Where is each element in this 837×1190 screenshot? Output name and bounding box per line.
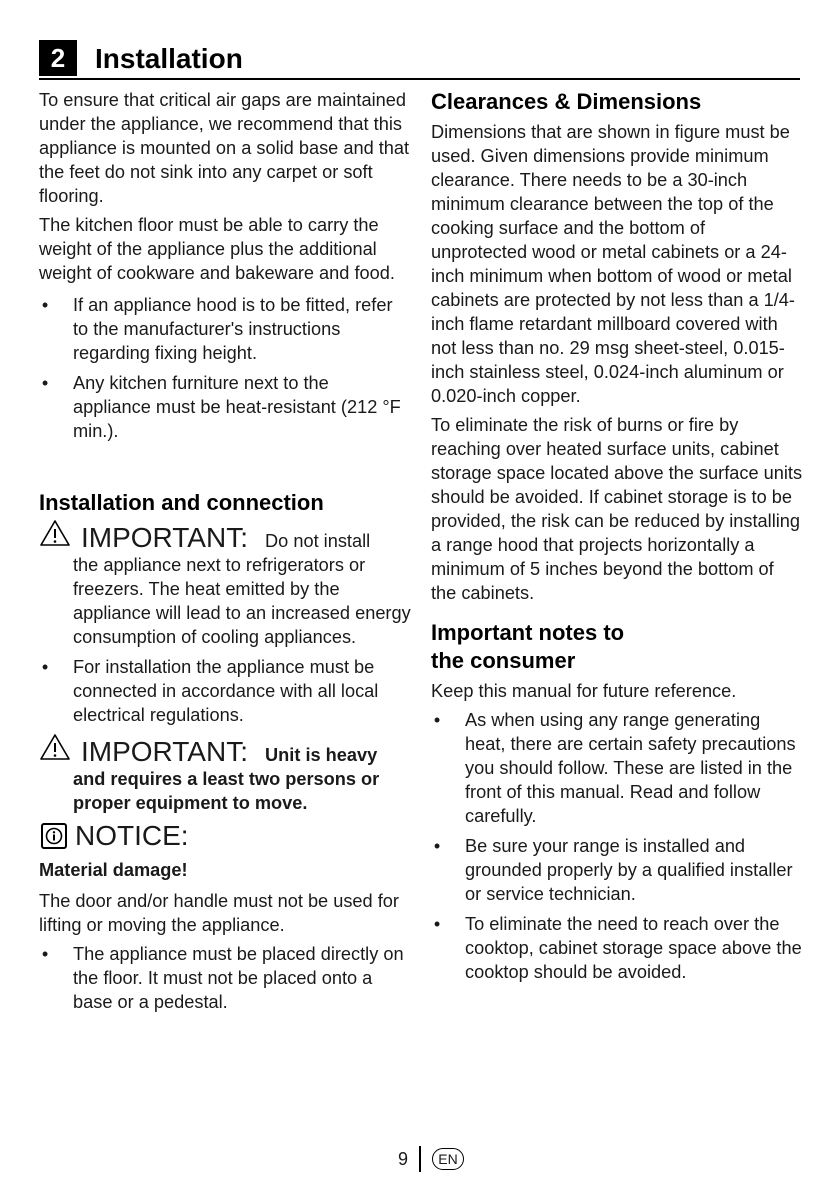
important-warning-1 xyxy=(39,519,411,553)
list-item xyxy=(39,293,411,365)
bullet-icon: • xyxy=(433,914,441,934)
warning-triangle-icon xyxy=(39,519,71,547)
right-column xyxy=(431,88,803,990)
important-label: IMPORTANT: xyxy=(81,522,248,553)
list-item xyxy=(39,371,411,443)
list-item xyxy=(431,834,803,906)
important-label: IMPORTANT: xyxy=(81,736,248,767)
list-item-text: To eliminate the need to reach over the cooktop, cabinet storage space above the cooktop should be avoided. xyxy=(465,914,802,982)
warning-triangle-icon xyxy=(39,733,71,761)
paragraph-burn-risk: To eliminate the risk of burns or fire by reaching over heated surface units, cabinet storage space located above the surface units should be avoided. If cabinet storage is to be provided, the risk can be reduced by installing a range hood that projects horizontally a minimum of 5 inches beyond the bottom of the cabinets. xyxy=(431,415,803,603)
list-item-text: As when using any range generating heat, there are certain safety precautions you should follow. These are listed in the front of this manual. Read and follow carefully. xyxy=(465,710,796,826)
list-item-text: For installation the appliance must be connected in accordance with all local electrical regulations. xyxy=(73,657,379,725)
page-number: 9 xyxy=(398,1149,409,1169)
paragraph-door-handle: The door and/or handle must not be used for lifting or moving the appliance. xyxy=(39,891,399,935)
bullet-list-consumer xyxy=(431,708,803,984)
important-warning-2 xyxy=(39,733,411,767)
info-icon xyxy=(41,823,67,849)
bullet-icon: • xyxy=(433,836,441,856)
page-footer xyxy=(0,1148,837,1172)
chapter-header xyxy=(39,40,800,80)
bullet-icon: • xyxy=(41,295,49,315)
list-item xyxy=(39,655,411,727)
heading-line: the consumer xyxy=(431,648,576,673)
paragraph-air-gaps: To ensure that critical air gaps are maintained under the appliance, we recommend that this appliance is mounted on a solid base and that the feet do not sink into any carpet or soft flooring. xyxy=(39,90,410,206)
list-item-text: The appliance must be placed directly on the floor. It must not be placed onto a base or a pedestal. xyxy=(73,944,404,1012)
footer-divider xyxy=(419,1146,421,1172)
bullet-icon: • xyxy=(41,373,49,393)
important-body-text: the appliance next to refrigerators or freezers. The heat emitted by the appliance will lead to an increased energy consumption of cooling appliances. xyxy=(73,555,411,647)
list-item-text: Be sure your range is installed and grounded properly by a qualified installer or service technician. xyxy=(465,836,793,904)
section-heading-notes xyxy=(431,619,803,675)
important-body-text: and requires a least two persons or proper equipment to move. xyxy=(73,769,380,813)
list-item xyxy=(431,708,803,828)
bullet-list-installation xyxy=(39,655,411,727)
important-inline-text: Unit is heavy xyxy=(265,745,378,765)
section-heading-installation: Installation and connection xyxy=(39,490,324,515)
language-badge: EN xyxy=(432,1148,464,1170)
bullet-list-placement xyxy=(39,942,411,1014)
list-item xyxy=(431,912,803,984)
paragraph-kitchen-floor: The kitchen floor must be able to carry the weight of the appliance plus the additional weight of cookware and bakeware and food. xyxy=(39,215,395,283)
left-column xyxy=(39,88,411,1020)
chapter-title: Installation xyxy=(95,43,243,74)
notice-header xyxy=(39,819,411,853)
important-inline-text: Do not install xyxy=(265,531,371,551)
heading-line: Important notes to xyxy=(431,620,625,645)
paragraph-keep-manual: Keep this manual for future reference. xyxy=(431,681,737,701)
section-heading-clearances: Clearances & Dimensions xyxy=(431,89,702,114)
paragraph-dimensions: Dimensions that are shown in figure must be used. Given dimensions provide minimum clearance. There needs to be a 30-inch minimum clearance between the top of the cooking surface and the bottom of unprotected wood or metal cabinets or a 24-inch minimum when bottom of wood or metal cabinets are protected by not less than a 1/4-inch flame retardant millboard covered with not less than no. 29 msg sheet-steel, 0.015-inch stainless steel, 0.024-inch aluminum or 0.020-inch copper. xyxy=(431,122,795,406)
material-damage-label: Material damage! xyxy=(39,860,188,880)
list-item-text: Any kitchen furniture next to the appliance must be heat-resistant (212 °F min.). xyxy=(73,373,401,441)
bullet-icon: • xyxy=(41,657,49,677)
bullet-list-hood xyxy=(39,293,411,443)
list-item-text: If an appliance hood is to be fitted, refer to the manufacturer's instructions regarding fixing height. xyxy=(73,295,393,363)
chapter-number: 2 xyxy=(39,40,77,76)
notice-label: NOTICE: xyxy=(75,820,189,851)
bullet-icon: • xyxy=(433,710,441,730)
list-item xyxy=(39,942,411,1014)
bullet-icon: • xyxy=(41,944,49,964)
